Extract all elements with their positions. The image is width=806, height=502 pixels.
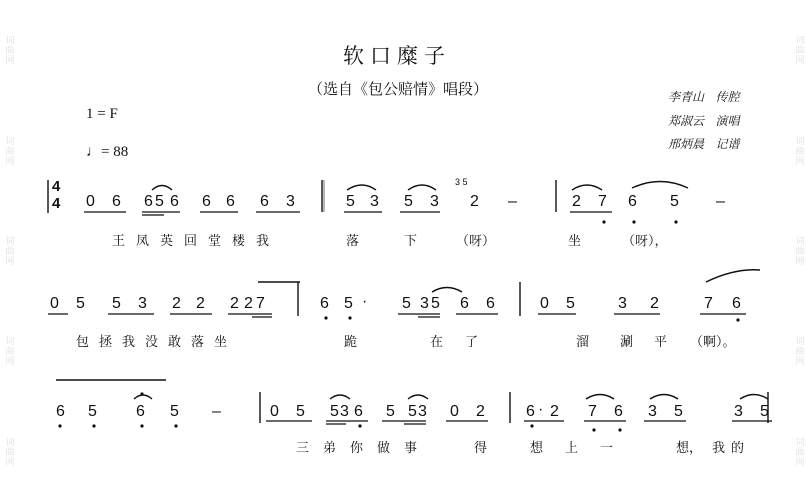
note: 2 [476,403,485,420]
lyric-segment: 想上一 [530,441,636,456]
note: 6 [202,193,211,210]
note: 5 [112,295,121,312]
note: 6 [144,193,153,210]
credit-name: 邢炳晨 [668,137,705,151]
note: · [362,293,368,310]
note: 6 [170,193,179,210]
credit-name: 李青山 [668,90,705,104]
note: 6 [460,295,469,312]
lyric-segment: 三弟你做事 [296,441,432,456]
lyric-segment: 得 [474,441,488,456]
credit-role: 演唱 [715,114,740,128]
note: 2 [572,193,581,210]
note: 5 [170,403,179,420]
note: 5 [760,403,769,420]
note: 6 [614,403,623,420]
time-signature-bottom: 4 [52,195,61,212]
note: 5 [431,295,440,312]
watermark-text: 词曲网 [793,135,804,166]
note: 6 [260,193,269,210]
credit-name: 郑淑云 [668,114,705,128]
note: 6 [320,295,329,312]
note: 6 [732,295,741,312]
note: 5 [155,193,164,210]
key-signature: 1 = F [86,106,118,122]
note: 5 [670,193,679,210]
note: 2 [470,193,479,210]
note: 6 [628,193,637,210]
lyric-segment: 我的 [712,441,751,456]
note: 3 [138,295,147,312]
credit-role: 传腔 [715,90,740,104]
note: 0 [270,403,279,420]
note: 3 [734,403,743,420]
note: 2 [650,295,659,312]
note: 6 [56,403,65,420]
note: 5 [408,403,417,420]
lyric-segment: 落 [346,234,360,249]
note: 5 [76,295,85,312]
note: 7 [598,193,607,210]
note: 6 [526,403,535,420]
song-subtitle: （选自《包公赔情》唱段） [308,80,489,98]
note: 6 [354,403,363,420]
note: 0 [86,193,95,210]
note: 3 [430,193,439,210]
lyric-segment: （啊）。 [690,335,736,350]
note: 6 [226,193,235,210]
lyric-segment: （呀）， [622,234,668,249]
note: 5 [566,295,575,312]
note: 0 [450,403,459,420]
credit-role: 记谱 [715,137,740,151]
lyric-segment: 王凤英回堂楼我 [112,234,281,249]
watermark-text: 词曲网 [793,35,804,66]
note: 3 [370,193,379,210]
note: · [538,401,544,418]
watermark-text: 词曲网 [3,336,14,367]
slur [572,185,602,190]
note: 2 [244,295,253,312]
note: 6 [486,295,495,312]
slur [408,395,428,399]
note: – [508,193,517,210]
note: 2 [172,295,181,312]
watermark-text: 词曲网 [793,336,804,367]
quarter-note-icon: ♩ [86,144,101,160]
slur [740,395,768,400]
note: 5 [296,403,305,420]
slur [330,395,350,399]
watermark-text: 词曲网 [3,436,14,467]
slur [432,288,462,293]
slur [650,395,678,400]
slur [632,182,688,189]
note: 3 [340,403,349,420]
note: 0 [540,295,549,312]
note: 2 [196,295,205,312]
lyric-segment: （呀） [456,234,496,249]
note: 7 [588,403,597,420]
lyric-segment: 包拯我没敢落坐 [76,335,238,350]
watermark-text: 词曲网 [3,135,14,166]
note: 7 [704,295,713,312]
lyric-segment: 在了 [430,335,501,350]
tempo-value: = 88 [101,144,129,160]
note: 3 [420,295,429,312]
note: 3 [286,193,295,210]
note: 5 [346,193,355,210]
lyric-segment: 跪 [344,335,358,350]
song-title: 软口糜子 [343,44,451,68]
note: 2 [550,403,559,420]
note: 5 [402,295,411,312]
slur [408,185,436,190]
note: 7 [256,295,265,312]
watermark-text: 词曲网 [793,235,804,266]
time-signature-top: 4 [52,178,61,195]
lyric-segment: 平 [654,335,668,350]
note: 5 [344,295,353,312]
note-digits [50,193,769,420]
note: 6 [136,403,145,420]
note: 3 [418,403,427,420]
note: 5 [674,403,683,420]
note: 3 [618,295,627,312]
watermark-text: 词曲网 [3,235,14,266]
lyric-segment: 坐 [568,234,582,249]
slur [586,395,614,400]
lyric-segment: 溜 [576,335,590,350]
note: 5 [386,403,395,420]
grace-note: 3 5 [455,177,468,187]
note: 3 [648,403,657,420]
note: – [212,403,221,420]
watermark-text: 词曲网 [3,35,14,66]
slur [134,395,152,399]
slur [347,185,376,190]
slur [152,186,172,191]
note: 2 [230,295,239,312]
note: – [716,193,725,210]
lyric-segment: 涮 [620,335,634,350]
lyric-segment: 下 [404,234,418,249]
note: 5 [88,403,97,420]
note: 0 [50,295,59,312]
slur [706,270,760,282]
octave-dots [58,220,739,431]
note: 6 [112,193,121,210]
lyric-segment: 想， [676,441,703,456]
note: 5 [330,403,339,420]
note: 5 [404,193,413,210]
watermark-text: 词曲网 [793,436,804,467]
